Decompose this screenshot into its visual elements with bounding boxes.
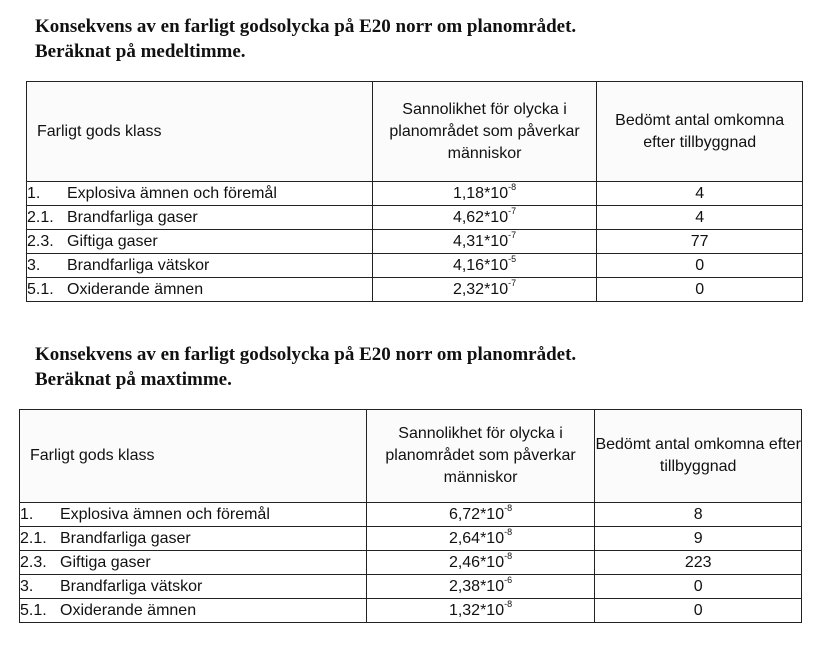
probability-exponent: -8 [504, 503, 513, 514]
probability-cell [366, 527, 595, 551]
probability-mantissa: 4,31*10 [452, 232, 509, 250]
probability-cell [372, 278, 597, 302]
fatalities-cell: 0 [597, 278, 803, 302]
fatalities-cell: 223 [595, 551, 802, 575]
class-name: Brandfarliga vätskor [60, 577, 203, 595]
class-cell [27, 230, 373, 254]
section1-table [26, 81, 803, 302]
class-cell [20, 551, 367, 575]
probability-mantissa: 1,32*10 [448, 601, 505, 619]
probability-exponent: -8 [504, 527, 513, 538]
fatalities-cell: 0 [595, 599, 802, 623]
probability-mantissa: 2,46*10 [448, 553, 505, 571]
class-number: 3. [20, 577, 34, 595]
class-name: Brandfarliga vätskor [67, 256, 210, 274]
probability-exponent: -5 [508, 254, 517, 265]
probability-mantissa: 4,62*10 [452, 208, 509, 226]
probability-mantissa: 1,18*10 [452, 184, 509, 202]
column-header-probability: Sannolikhet för olycka i planområdet som påverkar människor [372, 82, 597, 182]
table-row [20, 599, 802, 623]
table-header-row [20, 410, 802, 503]
class-number: 2.1. [20, 529, 47, 547]
probability-mantissa: 4,16*10 [452, 256, 509, 274]
fatalities-cell: 9 [595, 527, 802, 551]
probability-mantissa: 2,64*10 [448, 529, 505, 547]
column-header-fatalities: Bedömt antal omkomna efter tillbyggnad [597, 82, 803, 182]
probability-cell [366, 503, 595, 527]
section1-heading [35, 14, 576, 64]
table-row [20, 503, 802, 527]
probability-exponent: -7 [508, 230, 517, 241]
table-row [20, 527, 802, 551]
class-cell [20, 599, 367, 623]
table-row [27, 230, 803, 254]
column-header-class: Farligt gods klass [27, 82, 373, 182]
probability-cell [366, 599, 595, 623]
table-row [20, 575, 802, 599]
fatalities-cell: 8 [595, 503, 802, 527]
class-name: Brandfarliga gaser [67, 208, 198, 226]
table-row [27, 182, 803, 206]
fatalities-cell: 4 [597, 182, 803, 206]
section2-table [19, 409, 802, 623]
probability-exponent: -8 [508, 182, 517, 193]
class-number: 2.3. [20, 553, 47, 571]
class-cell [27, 254, 373, 278]
probability-exponent: -8 [504, 599, 513, 610]
class-name: Explosiva ämnen och föremål [67, 184, 277, 202]
class-number: 1. [27, 184, 41, 202]
probability-exponent: -7 [508, 206, 517, 217]
class-number: 2.3. [27, 232, 54, 250]
class-name: Explosiva ämnen och föremål [60, 505, 270, 523]
probability-exponent: -6 [504, 575, 513, 586]
class-name: Giftiga gaser [60, 553, 151, 571]
fatalities-cell: 4 [597, 206, 803, 230]
class-cell [20, 503, 367, 527]
probability-cell [372, 230, 597, 254]
probability-cell [366, 575, 595, 599]
fatalities-cell: 0 [597, 254, 803, 278]
class-name: Brandfarliga gaser [60, 529, 191, 547]
section1-heading-line1: Konsekvens av en farligt godsolycka på E20 norr om planområdet. [35, 16, 577, 37]
class-cell [27, 278, 373, 302]
table-row [27, 206, 803, 230]
probability-mantissa: 2,38*10 [448, 577, 505, 595]
table-header-row [27, 82, 803, 182]
table-row [20, 551, 802, 575]
probability-exponent: -8 [504, 551, 513, 562]
probability-cell [372, 206, 597, 230]
probability-mantissa: 2,32*10 [452, 280, 509, 298]
class-name: Oxiderande ämnen [67, 280, 204, 298]
probability-cell [372, 254, 597, 278]
class-name: Giftiga gaser [67, 232, 158, 250]
table-row [27, 254, 803, 278]
table-row [27, 278, 803, 302]
section2-heading [35, 342, 576, 392]
class-cell [27, 182, 373, 206]
section2-heading-line1: Konsekvens av en farligt godsolycka på E20 norr om planområdet. [35, 344, 577, 365]
section2-heading-line2: Beräknat på maxtimme. [35, 369, 232, 390]
fatalities-cell: 0 [595, 575, 802, 599]
column-header-fatalities: Bedömt antal omkomna efter tillbyggnad [595, 410, 802, 503]
class-number: 2.1. [27, 208, 54, 226]
probability-cell [372, 182, 597, 206]
class-number: 3. [27, 256, 41, 274]
probability-mantissa: 6,72*10 [448, 505, 505, 523]
probability-cell [366, 551, 595, 575]
class-cell [27, 206, 373, 230]
probability-exponent: -7 [508, 278, 517, 289]
column-header-probability: Sannolikhet för olycka i planområdet som påverkar människor [366, 410, 595, 503]
class-number: 5.1. [20, 601, 47, 619]
class-name: Oxiderande ämnen [60, 601, 197, 619]
section1-heading-line2: Beräknat på medeltimme. [35, 41, 246, 62]
column-header-class: Farligt gods klass [20, 410, 367, 503]
class-number: 1. [20, 505, 34, 523]
class-cell [20, 575, 367, 599]
class-cell [20, 527, 367, 551]
fatalities-cell: 77 [597, 230, 803, 254]
class-number: 5.1. [27, 280, 54, 298]
